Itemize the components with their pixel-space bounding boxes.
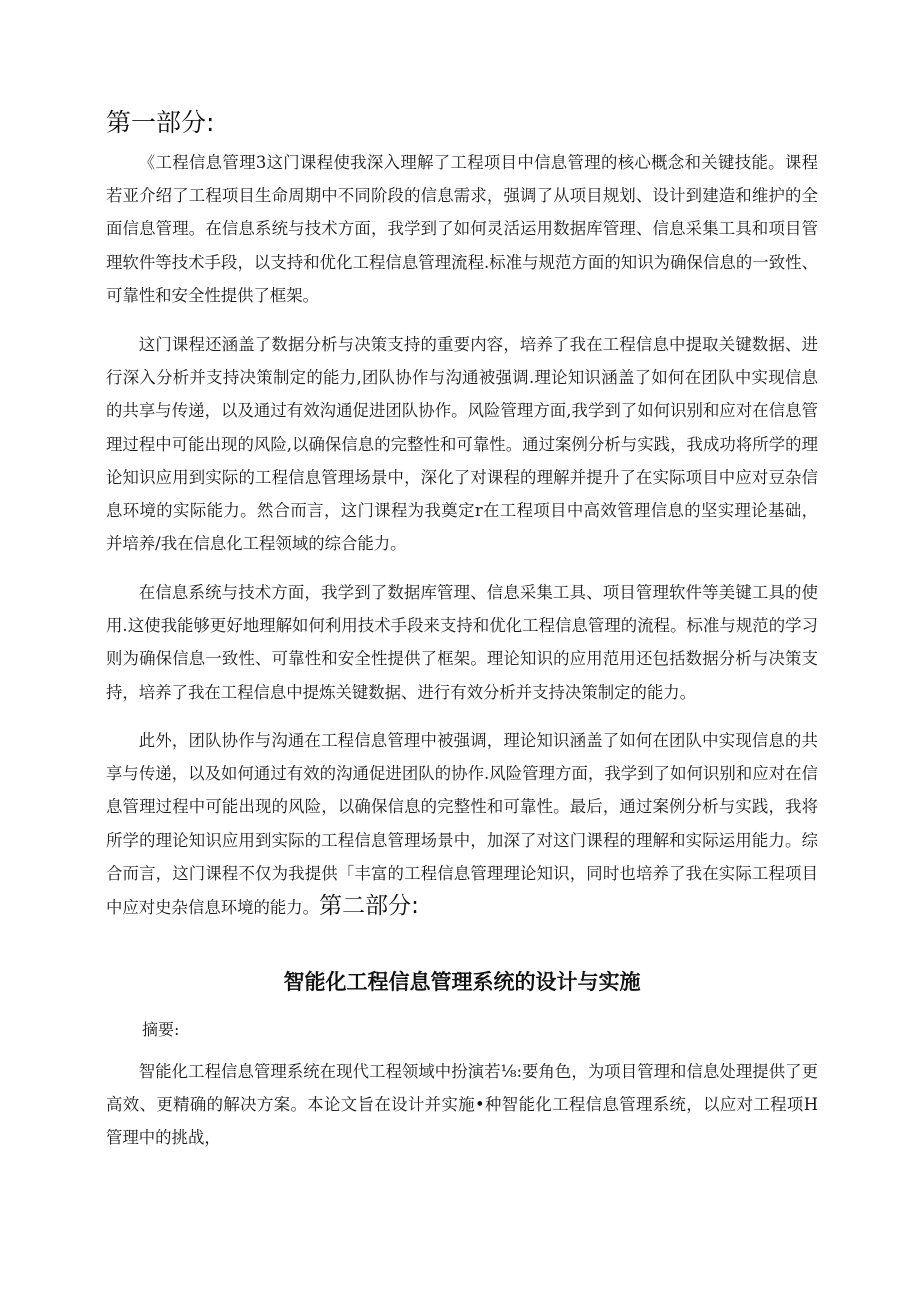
part2-heading: 第二部分:	[319, 893, 419, 920]
part1-paragraph-3: 在信息系统与技术方面，我学到了数据库管理、信息采集工具、项目管理软件等美键工具的使用.这使我能够更好地理解如何利用技术手段来支持和优化工程信息管理的流程。标准与规范的学习则为确保信息一致性、可靠性和安全性提供了框架。理论知识的应用范用还包括数据分析与决策支持，培养了我在工程信息中提炼关键数据、进行有效分析并支持决策制定的能力。	[106, 583, 818, 702]
part1-heading: 第一部分:	[106, 108, 215, 137]
abstract-text: 智能化工程信息管理系统在现代工程领域中扮演若⅛:要角色，为项目管理和信息处理提供了更高效、更精确的解决方案。本论文旨在设计并实施•种智能化工程信息管理系统，以应对工程项H管理中的挑战，	[106, 1062, 818, 1148]
part1-paragraph-4-text: 此外，团队协作与沟通在工程信息管理中被强调，理论知识涵盖了如何在团队中实现信息的共享与传递，以及如何通过有效的沟通促进团队的协作.风险管理方面，我学到了如何识别和应对在信息管理过程中可能出现的风险，以确保信息的完整性和可靠性。最后，通过案例分析与实践，我将所学的理论知识应用到实际的工程信息管理场景中，加深了对这门课程的理解和实际运用能力。综合而言，这门课程不仅为我提供「丰富的工程信息管理理论知识，同时也培养了我在实际工程项目中应对史杂信息环境的能力。	[106, 731, 818, 918]
part1-paragraph-4	[106, 724, 818, 924]
part2-title: 智能化工程信息管理系统的设计与实施	[283, 970, 641, 994]
part1-paragraph-2: 这门课程还涵盖了数据分析与决策支持的重要内容，培养了我在工程信息中提取关键数据、进行深入分析并支持决策制定的能力,团队协作与沟通被强调.理论知识涵盖了如何在团队中实现信息的共享与传递，以及通过有效沟通促进团队协作。风险管理方面,我学到了如何识别和应对在信息管理过程中可能出现的风险,以确保信息的完整性和可靠性。通过案例分析与实践，我成功将所学的理论知识应用到实际的工程信息管理场景中，深化了对课程的理解并提升了在实际项目中应对豆杂信息环境的实际能力。然合而言，这门课程为我奠定r在工程项目中高效管理信息的坚实理论基础，并培养/我在信息化工程领域的综合能力。	[106, 335, 818, 554]
part1-paragraph-1: 《工程信息管理3这门课程使我深入理解了工程项目中信息管理的核心概念和关键技能。课程若亚介绍了工程项目生命周期中不同阶段的信息需求，强调了从项目规划、设计到建造和维护的全面信息管理。在信息系统与技术方面，我学到了如何灵活运用数据库管理、信息采集工具和项目管理软件等技术手段，以支持和优化工程信息管理流程.标准与规范方面的知识为确保信息的一致性、可靠性和安全性提供了框架。	[106, 153, 818, 305]
abstract-label: 摘要:	[142, 1020, 180, 1039]
